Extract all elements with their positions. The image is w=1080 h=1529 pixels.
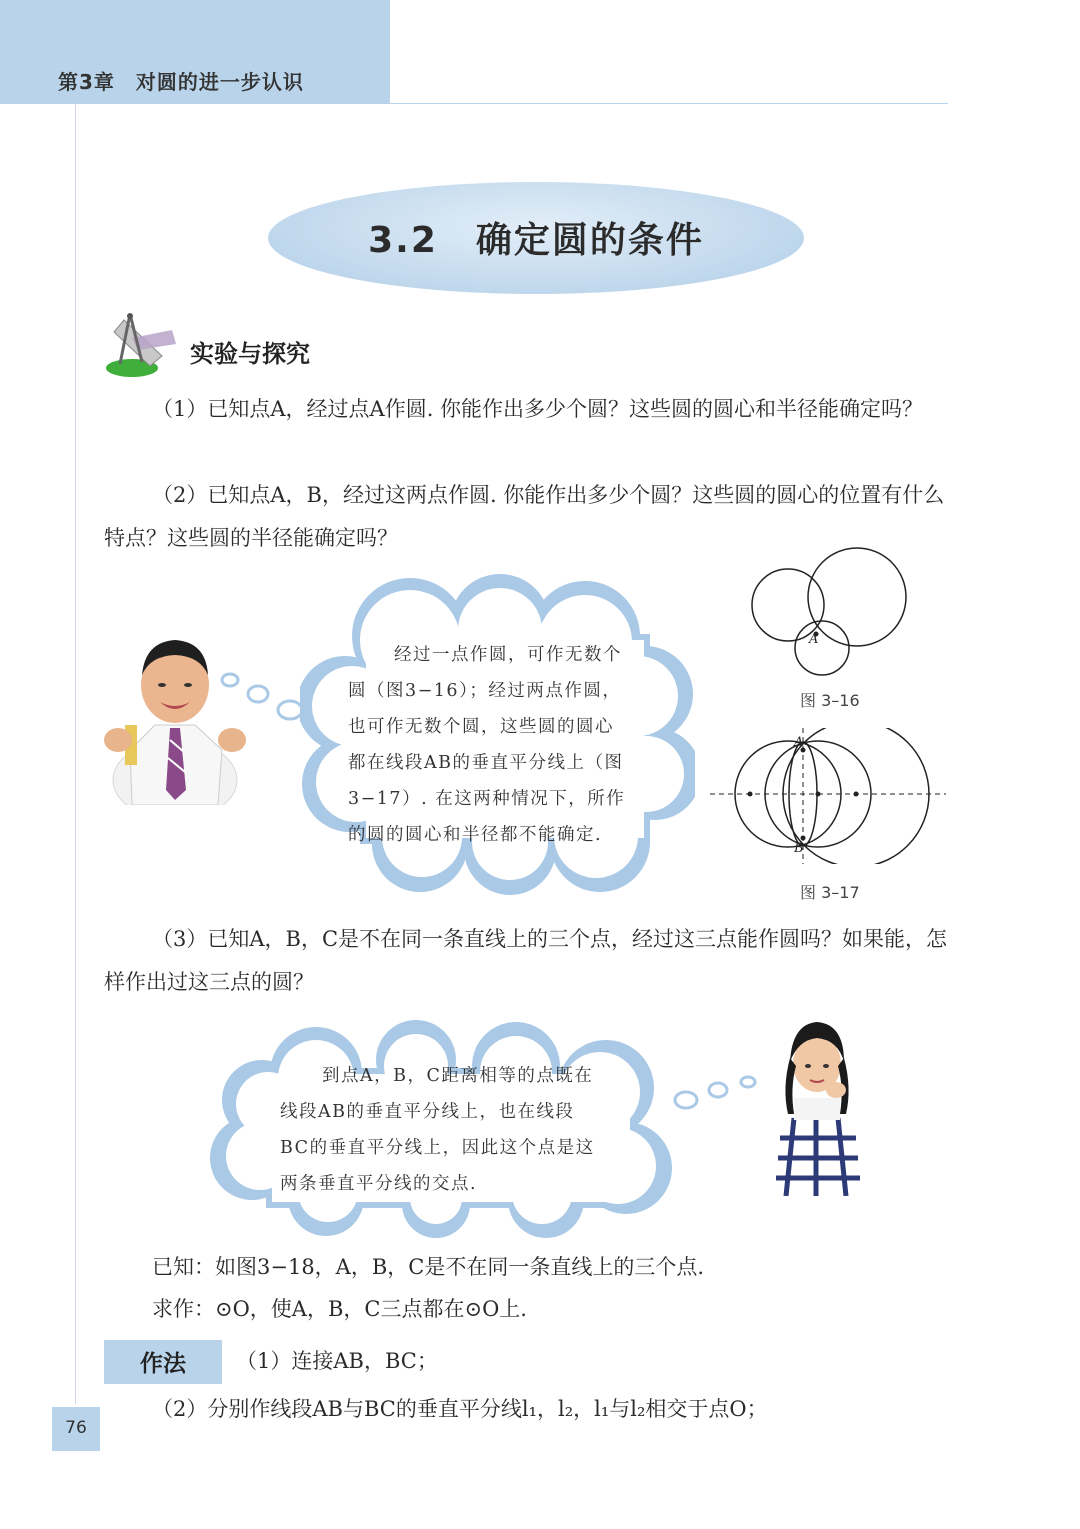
cloud1-line-1: 经过一点作圆，可作无数个 bbox=[394, 645, 622, 665]
fig17-point-b: B bbox=[794, 841, 804, 856]
figure-3-16-caption: 图 3–16 bbox=[800, 691, 860, 710]
cloud1-line-6: 的圆的圆心和半径都不能确定. bbox=[348, 825, 603, 845]
margin-rule bbox=[75, 104, 76, 1404]
header-rule bbox=[390, 103, 948, 104]
question-3: （3）已知A，B，C是不在同一条直线上的三个点，经过这三点能作圆吗？如果能，怎样作出过这三点的圆？ bbox=[104, 927, 948, 994]
activity-label: 实验与探究 bbox=[190, 340, 310, 368]
cloud1-line-5: 3−17）. 在这两种情况下，所作 bbox=[348, 789, 626, 809]
section-title: 3.2 确定圆的条件 bbox=[368, 220, 704, 261]
fig17-point-a: A bbox=[794, 735, 804, 750]
girl-illustration bbox=[770, 1018, 864, 1196]
cloud1-line-4: 都在线段AB的垂直平分线上（图 bbox=[348, 753, 624, 773]
cloud2-line-3: BC的垂直平分线上，因此这个点是这 bbox=[280, 1138, 595, 1158]
page-number: 76 bbox=[65, 1418, 87, 1438]
thought-dots-1 bbox=[214, 668, 314, 728]
figure-3-17 bbox=[710, 728, 946, 864]
cloud1-line-3: 也可作无数个圆，这些圆的圆心 bbox=[348, 717, 614, 737]
figure-3-16 bbox=[745, 540, 915, 680]
chapter-title: 第3章 对圆的进一步认识 bbox=[58, 70, 304, 94]
task-statement: 求作：⊙O，使A，B，C三点都在⊙O上. bbox=[152, 1297, 527, 1321]
cloud2-line-1: 到点A，B，C距离相等的点既在 bbox=[322, 1066, 594, 1086]
thought-dots-2 bbox=[672, 1074, 762, 1114]
step-2: （2）分别作线段AB与BC的垂直平分线l₁，l₂，l₁与l₂相交于点O； bbox=[152, 1397, 768, 1421]
given-statement: 已知：如图3−18，A，B，C是不在同一条直线上的三个点. bbox=[152, 1255, 705, 1279]
compass-ruler-icon bbox=[102, 310, 182, 380]
question-1: （1）已知点A，经过点A作圆. 你能作出多少个圆？这些圆的圆心和半径能确定吗？ bbox=[152, 397, 924, 421]
method-label: 作法 bbox=[140, 1351, 186, 1377]
thought-cloud-2-text bbox=[280, 1058, 595, 1202]
fig16-point-label: A bbox=[809, 632, 819, 647]
step-1: （1）连接AB，BC； bbox=[236, 1349, 438, 1373]
cloud1-line-2: 圆（图3−16）；经过两点作圆， bbox=[348, 681, 622, 701]
question-2: （2）已知点A，B，经过这两点作圆. 你能作出多少个圆？这些圆的圆心的位置有什么特点？这些圆的半径能确定吗？ bbox=[104, 483, 945, 550]
cloud2-line-2: 线段AB的垂直平分线上，也在线段 bbox=[280, 1102, 575, 1122]
cloud2-line-4: 两条垂直平分线的交点. bbox=[280, 1174, 478, 1194]
figure-3-17-caption: 图 3–17 bbox=[800, 883, 860, 902]
thought-cloud-1-text bbox=[348, 637, 625, 853]
